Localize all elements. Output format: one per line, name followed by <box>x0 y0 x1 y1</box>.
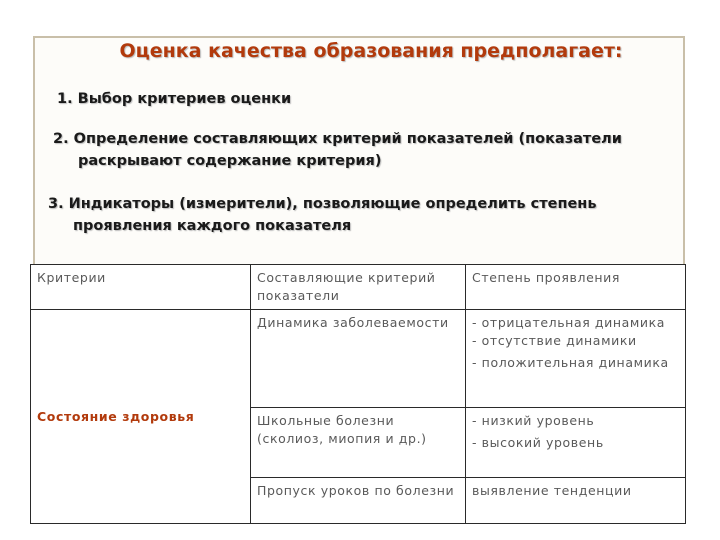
criterion-health: Состояние здоровья <box>31 310 251 524</box>
level-item: - низкий уровень <box>472 413 595 428</box>
step-2-line-1: 2. Определение составляющих критерий показателей (показатели <box>53 131 622 147</box>
step-3-line-2: проявления каждого показателя <box>73 218 352 234</box>
step-1 <box>57 88 291 110</box>
level-item: - положительная динамика <box>472 355 669 370</box>
header-indicators: Составляющие критерий показатели <box>251 265 466 310</box>
criteria-table <box>30 264 686 524</box>
level-item: - отсутствие динамики <box>472 333 637 348</box>
table-header-row <box>31 265 686 310</box>
indicator-cell: Пропуск уроков по болезни <box>251 478 466 524</box>
level-item: - высокий уровень <box>472 435 604 450</box>
indicator-cell: Динамика заболеваемости <box>251 310 466 408</box>
level-cell <box>466 408 686 478</box>
level-cell <box>466 310 686 408</box>
level-item: - отрицательная динамика <box>472 315 666 330</box>
header-criteria: Критерии <box>31 265 251 310</box>
header-degree: Степень проявления <box>466 265 686 310</box>
step-2-line-2: раскрывают содержание критерия) <box>78 153 382 169</box>
level-cell <box>466 478 686 524</box>
indicator-cell: Школьные болезни (сколиоз, миопия и др.) <box>251 408 466 478</box>
step-3 <box>48 193 597 237</box>
slide-title: Оценка качества образования предполагает: <box>119 40 623 62</box>
level-item: выявление тенденции <box>472 483 632 498</box>
step-2 <box>53 128 622 172</box>
step-3-line-1: 3. Индикаторы (измерители), позволяющие определить степень <box>48 196 597 212</box>
step-1-text: 1. Выбор критериев оценки <box>57 91 292 107</box>
table-row <box>31 310 686 408</box>
